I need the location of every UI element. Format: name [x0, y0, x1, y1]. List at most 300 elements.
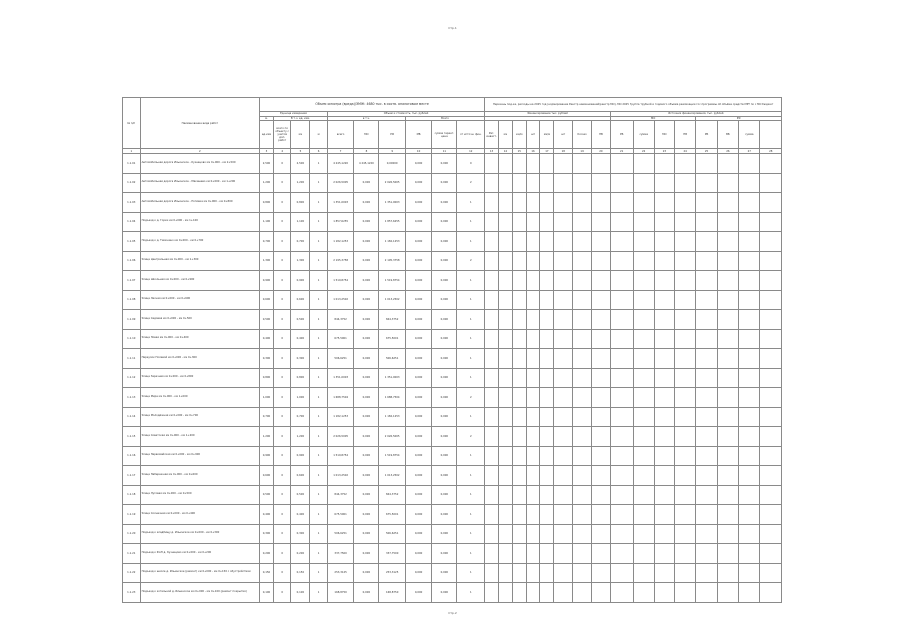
cell-sum: 1 688,7504 — [327, 388, 353, 408]
column-number: 23 — [654, 149, 674, 154]
cell-tot: 0,000 — [432, 407, 457, 427]
cell-z: 1 — [457, 349, 485, 369]
header-sub-c: Финансирование тыс. рублей — [485, 112, 611, 117]
header-sub-a2: В т.ч. ед. изм. — [273, 116, 327, 121]
cell-name: Подъезд к д. Горки км 0+000 - км 1+100 — [140, 212, 259, 232]
cell-empty — [696, 485, 717, 505]
cell-sum: 506,6251 — [327, 349, 353, 369]
cell-tot: 0,000 — [432, 329, 457, 349]
cell-empty — [760, 505, 782, 525]
cell-empty — [498, 544, 512, 564]
cell-empty — [573, 154, 592, 174]
cell-empty — [498, 466, 512, 486]
cell-v3: 1 — [310, 251, 328, 271]
cell-empty — [717, 388, 738, 408]
cell-empty — [485, 583, 499, 603]
cell-v3: 1 — [310, 290, 328, 310]
cell-v1: 0 — [273, 212, 291, 232]
cell-sum: 2 026,5005 — [327, 427, 353, 447]
cell-mo: 0,000 — [354, 290, 379, 310]
cell-empty — [512, 212, 526, 232]
cell-empty — [554, 427, 573, 447]
cell-empty — [512, 407, 526, 427]
cell-empty — [610, 329, 633, 349]
cell-empty — [540, 524, 554, 544]
cell-empty — [610, 349, 633, 369]
cell-code: 1.1.11 — [123, 349, 141, 369]
cell-empty — [512, 193, 526, 213]
cell-v1: 0 — [273, 544, 291, 564]
cell-empty — [540, 290, 554, 310]
cell-name: Автомобильная дорога Ильинское - Поповка км 0+000 - км 0+800 — [140, 193, 259, 213]
cell-v1: 0 — [273, 310, 291, 330]
cell-empty — [526, 524, 540, 544]
cell-name: Улица Школьная км 0+000 - км 0+900 — [140, 271, 259, 291]
cell-empty — [654, 524, 674, 544]
cell-empty — [633, 427, 654, 447]
cell-name: Улица Лесная км 0+000 - км 0+600 — [140, 290, 259, 310]
cell-empty — [717, 563, 738, 583]
cell-empty — [485, 427, 499, 447]
cell-empty — [674, 154, 695, 174]
cell-empty — [674, 212, 695, 232]
cell-empty — [485, 544, 499, 564]
cell-empty — [696, 173, 717, 193]
cell-empty — [592, 271, 611, 291]
cell-z: 1 — [457, 212, 485, 232]
cell-name: Подъезд к котельной д. Ильинское км 0+000 - км 0+100 (ремонт покрытия) — [140, 583, 259, 603]
table-row — [123, 329, 782, 349]
cell-name: Подъезд к кладбищу д. Ильинское км 0+000 - км 0+300 — [140, 524, 259, 544]
cell-empty — [717, 485, 738, 505]
cell-empty — [512, 583, 526, 603]
cell-unit: 0,400 — [260, 505, 274, 525]
cell-empty — [554, 154, 573, 174]
cell-z: 1 — [457, 505, 485, 525]
cell-mo: 0,000 — [354, 485, 379, 505]
cell-v3: 1 — [310, 388, 328, 408]
cell-empty — [592, 154, 611, 174]
cell-empty — [633, 368, 654, 388]
cell-empty — [512, 446, 526, 466]
cell-empty — [573, 251, 592, 271]
cell-empty — [633, 524, 654, 544]
cell-rf: 844,3752 — [379, 485, 405, 505]
cell-name: Переулок Полевой км 0+000 - км 0+300 — [140, 349, 259, 369]
cell-rf: 1 519,8754 — [379, 446, 405, 466]
cell-v3: 1 — [310, 427, 328, 447]
cell-v1: 0 — [273, 232, 291, 252]
table-row — [123, 407, 782, 427]
cell-empty — [573, 485, 592, 505]
cell-empty — [654, 427, 674, 447]
cell-mb: 0,000 — [405, 388, 431, 408]
cell-mb: 0,000 — [405, 212, 431, 232]
col-header: МО — [354, 121, 379, 149]
cell-sum: 1 182,1253 — [327, 232, 353, 252]
page-number-top: Стр.1 — [448, 26, 457, 30]
cell-empty — [654, 583, 674, 603]
cell-empty — [633, 173, 654, 193]
cell-empty — [696, 193, 717, 213]
cell-rf: 1 351,0003 — [379, 193, 405, 213]
cell-empty — [739, 329, 760, 349]
cell-empty — [610, 368, 633, 388]
cell-mb: 0,000 — [405, 407, 431, 427]
cell-mb: 0,000 — [405, 563, 431, 583]
header-sub-b2: Всего — [405, 116, 484, 121]
cell-code: 1.1.12 — [123, 368, 141, 388]
cell-empty — [674, 290, 695, 310]
cell-empty — [592, 563, 611, 583]
cell-unit: 1,300 — [260, 251, 274, 271]
cell-v2: 0,700 — [291, 232, 310, 252]
cell-empty — [526, 368, 540, 388]
cell-empty — [654, 173, 674, 193]
cell-unit: 1,100 — [260, 212, 274, 232]
cell-v2: 0,800 — [291, 193, 310, 213]
cell-empty — [498, 212, 512, 232]
cell-empty — [696, 368, 717, 388]
cell-empty — [498, 427, 512, 447]
table-row — [123, 446, 782, 466]
column-number: 10 — [405, 149, 431, 154]
cell-mb: 0,000 — [405, 173, 431, 193]
cell-empty — [526, 466, 540, 486]
cell-empty — [540, 407, 554, 427]
cell-empty — [674, 271, 695, 291]
header-sub-d: Источник финансирования, тыс. рублей — [610, 112, 781, 117]
col-header: Рег. инвест. — [485, 121, 499, 149]
cell-empty — [498, 251, 512, 271]
cell-mb: 0,000 — [405, 524, 431, 544]
cell-mb: 0,000 — [405, 446, 431, 466]
cell-tot: 0,000 — [432, 446, 457, 466]
cell-tot: 0,000 — [432, 173, 457, 193]
cell-empty — [696, 427, 717, 447]
cell-empty — [540, 232, 554, 252]
cell-empty — [573, 583, 592, 603]
cell-empty — [633, 232, 654, 252]
cell-empty — [592, 329, 611, 349]
cell-empty — [592, 524, 611, 544]
cell-mo: 0,000 — [354, 505, 379, 525]
cell-v2: 0,900 — [291, 271, 310, 291]
cell-mo: 0,000 — [354, 310, 379, 330]
table-row — [123, 173, 782, 193]
cell-mo: 0,000 — [354, 232, 379, 252]
cell-name: Улица Заречная км 0+000 - км 0+800 — [140, 368, 259, 388]
cell-empty — [739, 583, 760, 603]
cell-unit: 0,500 — [260, 485, 274, 505]
cell-tot: 0,000 — [432, 427, 457, 447]
cell-empty — [540, 446, 554, 466]
table-row — [123, 505, 782, 525]
cell-rf: 0,00000 — [379, 154, 405, 174]
cell-z: 1 — [457, 544, 485, 564]
cell-empty — [573, 349, 592, 369]
cell-name: Подъезд к д. Тимонино км 0+000 - км 0+700 — [140, 232, 259, 252]
cell-empty — [760, 368, 782, 388]
cell-v2: 0,900 — [291, 446, 310, 466]
cell-v3: 1 — [310, 544, 328, 564]
cell-empty — [485, 193, 499, 213]
cell-empty — [512, 251, 526, 271]
cell-code: 1.1.01 — [123, 154, 141, 174]
cell-empty — [512, 524, 526, 544]
cell-empty — [717, 466, 738, 486]
cell-empty — [633, 154, 654, 174]
cell-empty — [696, 154, 717, 174]
cell-empty — [674, 329, 695, 349]
cell-empty — [739, 524, 760, 544]
cell-code: 1.1.13 — [123, 388, 141, 408]
cell-empty — [526, 251, 540, 271]
cell-code: 1.1.06 — [123, 251, 141, 271]
cell-z: 1 — [457, 290, 485, 310]
cell-empty — [512, 310, 526, 330]
cell-empty — [696, 446, 717, 466]
cell-v1: 0 — [273, 485, 291, 505]
cell-v1: 0 — [273, 427, 291, 447]
cell-v3: 1 — [310, 524, 328, 544]
header-group-left: Объем осмотра (вреда)/ЭМЖ: 4680 тыс. в соотв. аналоговом месте — [260, 98, 485, 112]
cell-empty — [573, 290, 592, 310]
col-header: шт — [554, 121, 573, 149]
cell-empty — [633, 505, 654, 525]
cell-name: Улица Советская км 0+000 - км 1+200 — [140, 427, 259, 447]
cell-sum: 2 026,5005 — [327, 173, 353, 193]
cell-empty — [674, 310, 695, 330]
cell-empty — [633, 407, 654, 427]
cell-empty — [717, 583, 738, 603]
cell-sum: 506,6251 — [327, 524, 353, 544]
cell-v3: 1 — [310, 154, 328, 174]
cell-unit: 1,200 — [260, 427, 274, 447]
cell-v1: 0 — [273, 193, 291, 213]
cell-empty — [674, 583, 695, 603]
cell-v2: 0,400 — [291, 505, 310, 525]
col-header: всего — [327, 121, 353, 149]
cell-empty — [739, 466, 760, 486]
cell-unit: 1,200 — [260, 173, 274, 193]
cell-empty — [573, 193, 592, 213]
col-header: м — [310, 121, 328, 149]
cell-rf: 1 182,1253 — [379, 232, 405, 252]
cell-empty — [654, 544, 674, 564]
header-name: Наименование вида работ — [140, 98, 259, 149]
header-sub-a1: м. — [260, 116, 274, 121]
column-number: 4 — [273, 149, 291, 154]
cell-empty — [633, 212, 654, 232]
cell-code: 1.1.04 — [123, 212, 141, 232]
cell-empty — [717, 232, 738, 252]
cell-empty — [554, 290, 573, 310]
cell-unit: 0,800 — [260, 193, 274, 213]
cell-tot: 0,000 — [432, 466, 457, 486]
cell-v3: 1 — [310, 232, 328, 252]
cell-empty — [610, 544, 633, 564]
cell-rf: 844,3752 — [379, 310, 405, 330]
cell-empty — [654, 232, 674, 252]
cell-empty — [540, 368, 554, 388]
cell-empty — [717, 524, 738, 544]
cell-empty — [540, 427, 554, 447]
cell-empty — [526, 583, 540, 603]
cell-name: Улица Мира км 0+000 - км 1+000 — [140, 388, 259, 408]
cell-empty — [760, 349, 782, 369]
cell-empty — [592, 466, 611, 486]
cell-empty — [760, 193, 782, 213]
cell-rf: 1 013,2502 — [379, 290, 405, 310]
cell-empty — [498, 524, 512, 544]
column-number: 13 — [485, 149, 499, 154]
cell-sum: 675,5001 — [327, 505, 353, 525]
cell-v1: 0 — [273, 583, 291, 603]
cell-rf: 675,5001 — [379, 329, 405, 349]
cell-v1: 0 — [273, 505, 291, 525]
cell-empty — [717, 251, 738, 271]
cell-name: Автомобильная дорога Ильинское - Мякишево км 0+000 - км 1+200 — [140, 173, 259, 193]
cell-mo: 0,000 — [354, 583, 379, 603]
cell-v1: 0 — [273, 466, 291, 486]
column-number: 6 — [310, 149, 328, 154]
cell-empty — [610, 427, 633, 447]
cell-z: 1 — [457, 524, 485, 544]
cell-empty — [654, 251, 674, 271]
cell-v3: 1 — [310, 310, 328, 330]
cell-sum: 844,3752 — [327, 310, 353, 330]
cell-mb: 0,000 — [405, 232, 431, 252]
cell-v1: 0 — [273, 407, 291, 427]
table-row — [123, 583, 782, 603]
cell-z: 2 — [457, 251, 485, 271]
cell-name: Улица Садовая км 0+000 - км 0+500 — [140, 310, 259, 330]
column-number: 12 — [457, 149, 485, 154]
cell-empty — [696, 524, 717, 544]
cell-empty — [610, 251, 633, 271]
column-number: 26 — [717, 149, 738, 154]
cell-empty — [674, 388, 695, 408]
cell-rf: 2 195,3758 — [379, 251, 405, 271]
cell-empty — [526, 485, 540, 505]
cell-empty — [526, 329, 540, 349]
cell-empty — [610, 388, 633, 408]
cell-empty — [610, 524, 633, 544]
cell-v1: 0 — [273, 368, 291, 388]
cell-empty — [592, 388, 611, 408]
cell-code: 1.1.16 — [123, 446, 141, 466]
cell-empty — [654, 154, 674, 174]
cell-v3: 1 — [310, 368, 328, 388]
table-row — [123, 368, 782, 388]
cell-empty — [654, 368, 674, 388]
header-group-right: Перечень под-ка, расходы на 2025 год (нормирование Реестр наименований/реестр МО), МО 2025 Группа трубной и годового объёма реализации гос программы об объёме средств МРТ по с МО бюджет — [485, 98, 782, 112]
cell-empty — [512, 388, 526, 408]
cell-empty — [573, 446, 592, 466]
table-row — [123, 349, 782, 369]
cell-empty — [674, 563, 695, 583]
cell-v2: 0,600 — [291, 290, 310, 310]
cell-v3: 1 — [310, 466, 328, 486]
header-sub-d1: МО — [610, 116, 695, 121]
cell-mb: 0,000 — [405, 271, 431, 291]
cell-empty — [717, 329, 738, 349]
works-table — [122, 97, 782, 603]
cell-v3: 1 — [310, 212, 328, 232]
cell-v1: 0 — [273, 563, 291, 583]
header-sub-b1: в т.ч. — [327, 116, 405, 121]
cell-empty — [554, 563, 573, 583]
cell-empty — [654, 466, 674, 486]
cell-mb: 0,000 — [405, 485, 431, 505]
cell-empty — [554, 329, 573, 349]
cell-v2: 1,200 — [291, 173, 310, 193]
cell-empty — [554, 583, 573, 603]
cell-empty — [592, 232, 611, 252]
cell-sum: 1 351,0003 — [327, 193, 353, 213]
cell-empty — [760, 583, 782, 603]
cell-empty — [696, 310, 717, 330]
cell-unit: 0,700 — [260, 407, 274, 427]
cell-empty — [654, 271, 674, 291]
header-code: № п/п — [123, 98, 141, 149]
cell-empty — [633, 544, 654, 564]
cell-rf: 1 351,0003 — [379, 368, 405, 388]
table-row — [123, 232, 782, 252]
cell-rf: 1 013,2502 — [379, 466, 405, 486]
cell-empty — [717, 173, 738, 193]
cell-mb: 0,000 — [405, 251, 431, 271]
cell-sum: 1 519,8754 — [327, 271, 353, 291]
cell-name: Улица Солнечная км 0+000 - км 0+400 — [140, 505, 259, 525]
cell-empty — [696, 505, 717, 525]
cell-empty — [540, 349, 554, 369]
cell-empty — [512, 368, 526, 388]
cell-empty — [498, 349, 512, 369]
cell-empty — [739, 407, 760, 427]
cell-tot: 0,000 — [432, 232, 457, 252]
cell-empty — [573, 310, 592, 330]
cell-empty — [760, 212, 782, 232]
table-row — [123, 271, 782, 291]
cell-sum: 1 351,0003 — [327, 368, 353, 388]
cell-name: Подъезд к школе д. Ильинское (ремонт) км 0+000 - км 0+150 с обустройством — [140, 563, 259, 583]
table-row — [123, 427, 782, 447]
cell-empty — [760, 485, 782, 505]
cell-empty — [610, 505, 633, 525]
column-number: 22 — [633, 149, 654, 154]
cell-v1: 0 — [273, 524, 291, 544]
cell-empty — [592, 310, 611, 330]
table-row — [123, 290, 782, 310]
cell-empty — [717, 193, 738, 213]
cell-code: 1.1.09 — [123, 310, 141, 330]
cell-empty — [512, 173, 526, 193]
cell-empty — [526, 563, 540, 583]
cell-empty — [696, 212, 717, 232]
cell-mb: 0,000 — [405, 505, 431, 525]
cell-sum: 168,8750 — [327, 583, 353, 603]
cell-unit: 2,500 — [260, 154, 274, 174]
cell-empty — [760, 466, 782, 486]
cell-sum: 1 857,6255 — [327, 212, 353, 232]
cell-rf: 1 519,8754 — [379, 271, 405, 291]
cell-empty — [554, 485, 573, 505]
cell-empty — [633, 446, 654, 466]
cell-empty — [485, 232, 499, 252]
cell-empty — [485, 173, 499, 193]
